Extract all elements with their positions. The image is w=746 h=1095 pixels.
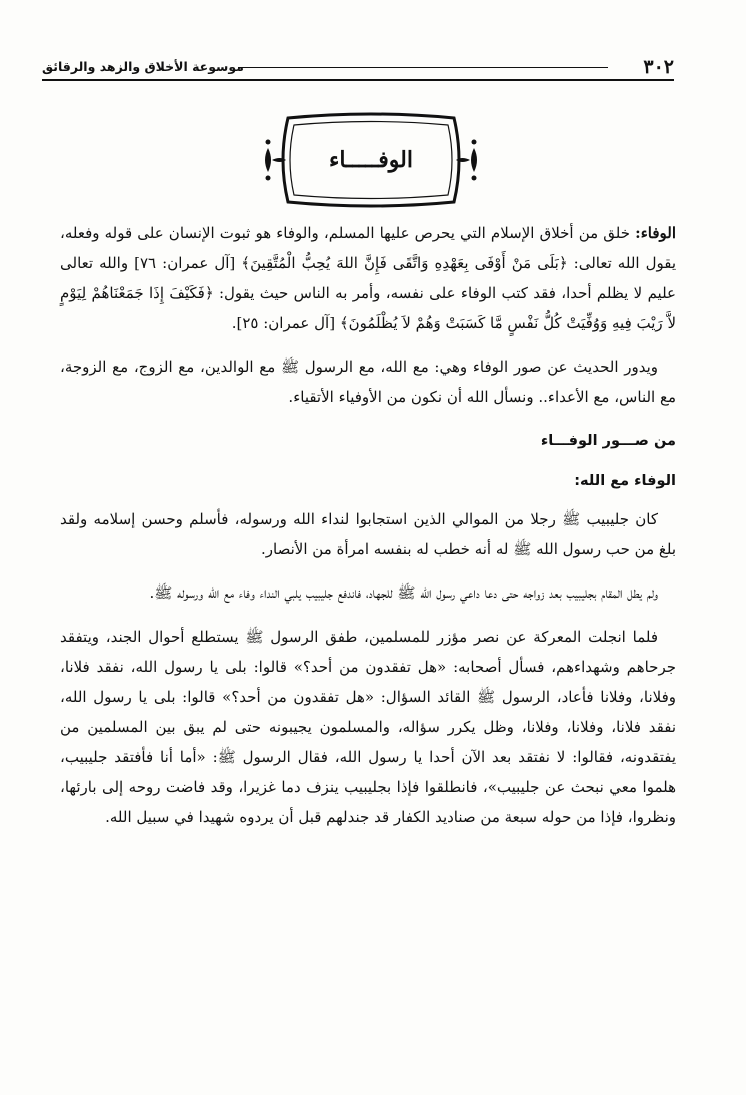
paragraph: ولم يطل المقام بجليبيب بعد زواجه حتى دعا داعي رسول الله ﷺ للجهاد، فاندفع جليبيب يلبي النداء وفاء مع الله ورسوله ﷺ.: [149, 584, 658, 602]
running-header: [42, 56, 674, 80]
header-underline: [42, 79, 674, 81]
overview-paragraph: ويدور الحديث عن صور الوفاء وهي: مع الله، مع الرسول ﷺ مع الوالدين، مع الزوج، مع الزوجة، مع الناس، مع الأعداء.. ونسأل الله أن نكون من الأوفياء الأتقياء.: [60, 358, 676, 406]
intro-paragraph: [60, 218, 676, 338]
header-rule: [238, 67, 608, 68]
book-title: موسوعة الأخلاق والزهد والرقائق: [42, 59, 244, 74]
intro-text: خلق من أخلاق الإسلام التي يحرص عليها المسلم، والوفاء هو ثبوت الإنسان على قوله وفعله، يقول الله تعالى: ﴿بَلَى مَنْ أَوْفَى بِعَهْدِهِ وَاتَّقَى فَإِنَّ اللهَ يُحِبُّ الْمُتَّقِينَ﴾ [آل عمران: ٧٦] والله تعالى عليم لا يظلم أحدا، فقد كتب الوفاء على نفسه، وأمر به الناس حيث يقول: ﴿فَكَيْفَ إِذَا جَمَعْنَاهُمْ لِيَوْمٍ لاَّ رَيْبَ فِيهِ وَوُفِّيَتْ كُلُّ نَفْسٍ مَّا كَسَبَتْ وَهُمْ لاَ يُظْلَمُونَ﴾ [آل عمران: ٢٥].: [60, 224, 677, 332]
chapter-title-frame: [258, 112, 484, 208]
page-number: ٣٠٢: [643, 56, 674, 78]
paragraph: فلما انجلت المعركة عن نصر مؤزر للمسلمين، طفق الرسول ﷺ يستطلع أحوال الجند، ويتفقد جرحاهم وشهداءهم، فسأل أصحابه: «هل تفقدون من أحد؟» قالوا: بلى يا رسول الله، نفقد فلانا، وفلانا، وفلانا فأعاد، الرسول ﷺ القائد السؤال: «هل تفقدون من أحد؟» قالوا: بلى يا رسول الله، نفقد فلانا، وفلانا، وفلانا، وظل يكرر سؤاله، والمسلمون يجيبونه حتى لم يبق بين المسلمين من يفتقدونه، فقالوا: لا نفتقد بعد الآن أحدا يا رسول الله، فقال الرسول ﷺ: «أما أنا فأفتقد جليبيب، هلموا معي نبحث عن جليبيب»، فانطلقوا فإذا بجليبيب ينزف دما غزيرا، وقد فاضت روحه إلى بارئها، ونظروا، فإذا من حوله سبعة من صناديد الكفار قد جندلهم قبل أن يردوه شهيدا في سبيل الله.: [60, 628, 676, 826]
chapter-title: الوفـــــاء: [329, 147, 413, 173]
subheading: الوفاء مع الله:: [574, 473, 676, 489]
body-text: [60, 218, 676, 846]
section-heading: من صـــور الوفـــاء: [540, 433, 676, 449]
paragraph: كان جليبيب ﷺ رجلا من الموالي الذين استجابوا لنداء الله ورسوله، فأسلم وحسن إسلامه ولقد بلغ من حب رسول الله ﷺ له أنه خطب له بنفسه امرأة من الأنصار.: [60, 510, 676, 558]
intro-lead: الوفاء:: [635, 224, 676, 242]
